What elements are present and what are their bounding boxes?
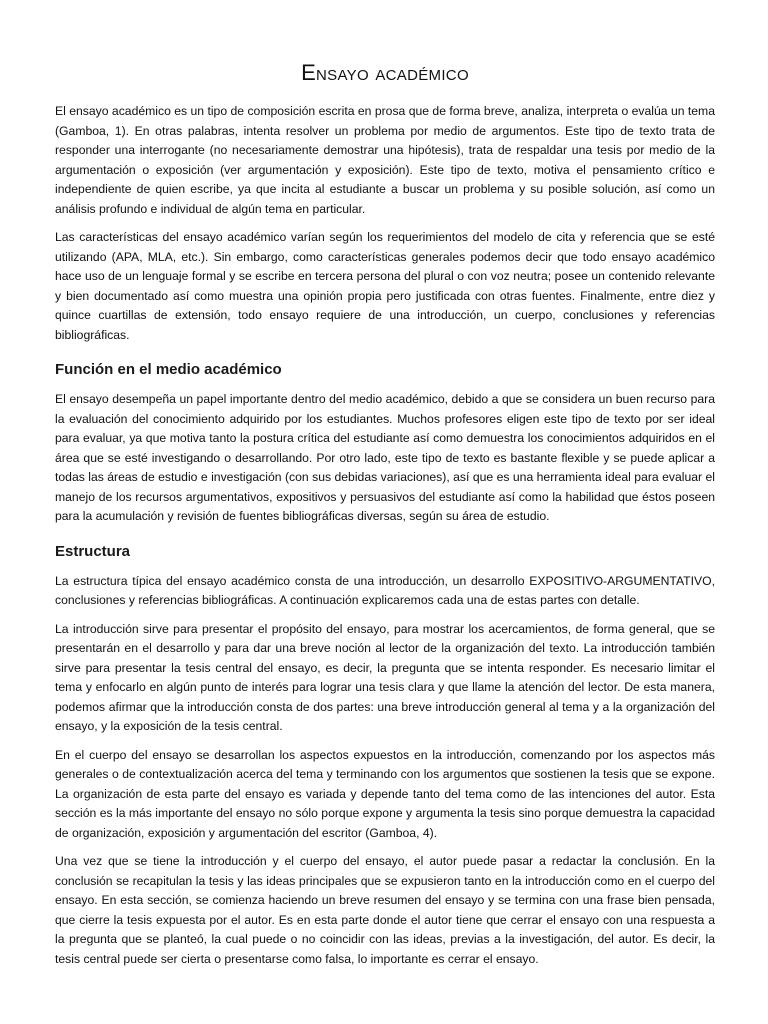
intro-paragraph-2: Las características del ensayo académico varían según los requerimientos del modelo de cita y referencia que se esté utilizando (APA, MLA, etc.). Sin embargo, como características generales podemos decir que todo ensayo académico hace uso de un lenguaje formal y se escribe en tercera persona del plural o con voz neutra; posee un contenido relevante y bien documentado así como muestra una opinión propia pero justificada con otras fuentes. Finalmente, entre diez y quince cuartillas de extensión, todo ensayo requiere de una introducción, un cuerpo, conclusiones y referencias bibliográficas. xyxy=(55,230,715,342)
document-title: Ensayo académico xyxy=(301,60,469,85)
section-heading-estructura: Estructura xyxy=(55,542,131,560)
estructura-paragraph-2: La introducción sirve para presentar el propósito del ensayo, para mostrar los acercamientos, de forma general, que se presentarán en el desarrollo y para dar una breve noción al lector de la organización del texto. La introducción también sirve para presentar la tesis central del ensayo, es decir, la pregunta que se intenta responder. Es necesario limitar el tema y enfocarlo en algún punto de interés para lograr una tesis clara y que llame la atención del lector. De esta manera, podemos afirmar que la introducción consta de dos partes: una breve introducción general al tema y a la organización del ensayo, y la exposición de la tesis central. xyxy=(55,621,715,733)
estructura-paragraph-1: La estructura típica del ensayo académico consta de una introducción, un desarrollo EXPOSITIVO-ARGUMENTATIVO, conclusiones y referencias bibliográficas. A continuación explicaremos cada una de estas partes con detalle. xyxy=(55,573,715,607)
document-page xyxy=(55,58,715,978)
section-heading-funcion: Función en el medio académico xyxy=(55,361,282,378)
funcion-paragraph-1: El ensayo desempeña un papel importante dentro del medio académico, debido a que se considera un buen recurso para la evaluación del conocimiento adquirido por los estudiantes. Muchos profesores eligen este tipo de texto por ser ideal para evaluar, ya que motiva tanto la postura crítica del estudiante así como demuestra los conocimientos adquiridos en el área que se esté investigando o desarrollando. Por otro lado, este tipo de texto es bastante flexible y se puede aplicar a todas las áreas de estudio e investigación (con sus debidas variaciones), así que es una herramienta ideal para evaluar el manejo de los recursos argumentativos, expositivos y persuasivos del estudiante así como la habilidad que éstos poseen para la acumulación y revisión de fuentes bibliográficas diversas, según su área de estudio. xyxy=(55,392,715,523)
intro-paragraph-1: El ensayo académico es un tipo de composición escrita en prosa que de forma breve, analiza, interpreta o evalúa un tema (Gamboa, 1). En otras palabras, intenta resolver un problema por medio de argumentos. Este tipo de texto trata de responder una interrogante (no necesariamente demostrar una hipótesis), trata de respaldar una tesis por medio de la argumentación o exposición (ver argumentación y exposición). Este tipo de texto, motiva el pensamiento crítico e independiente de quien escribe, ya que incita al estudiante a buscar un problema y su posible solución, así como un análisis profundo e individual de algún tema en particular. xyxy=(55,104,715,216)
estructura-paragraph-4: Una vez que se tiene la introducción y el cuerpo del ensayo, el autor puede pasar a redactar la conclusión. En la conclusión se recapitulan la tesis y las ideas principales que se expusieron tanto en la introducción como en el cuerpo del ensayo. En esta sección, se comienza haciendo un breve resumen del ensayo y se termina con una frase bien pensada, que cierre la tesis expuesta por el autor. Es en esta parte donde el autor tiene que cerrar el ensayo con una respuesta a la pregunta que se planteó, la cual puede o no coincidir con las ideas, previas a la investigación, del autor. Es decir, la tesis central puede ser cierta o presentarse como falsa, lo importante es cerrar el ensayo. xyxy=(55,854,715,966)
estructura-paragraph-3: En el cuerpo del ensayo se desarrollan los aspectos expuestos en la introducción, comenzando por los aspectos más generales o de contextualización acerca del tema y terminando con los argumentos que sostienen la tesis que se expone. La organización de esta parte del ensayo es variada y depende tanto del tema como de las intenciones del autor. Esta sección es la más importante del ensayo no sólo porque expone y argumenta la tesis sino porque demuestra la capacidad de organización, exposición y argumentación del escritor (Gamboa, 4). xyxy=(55,747,715,840)
